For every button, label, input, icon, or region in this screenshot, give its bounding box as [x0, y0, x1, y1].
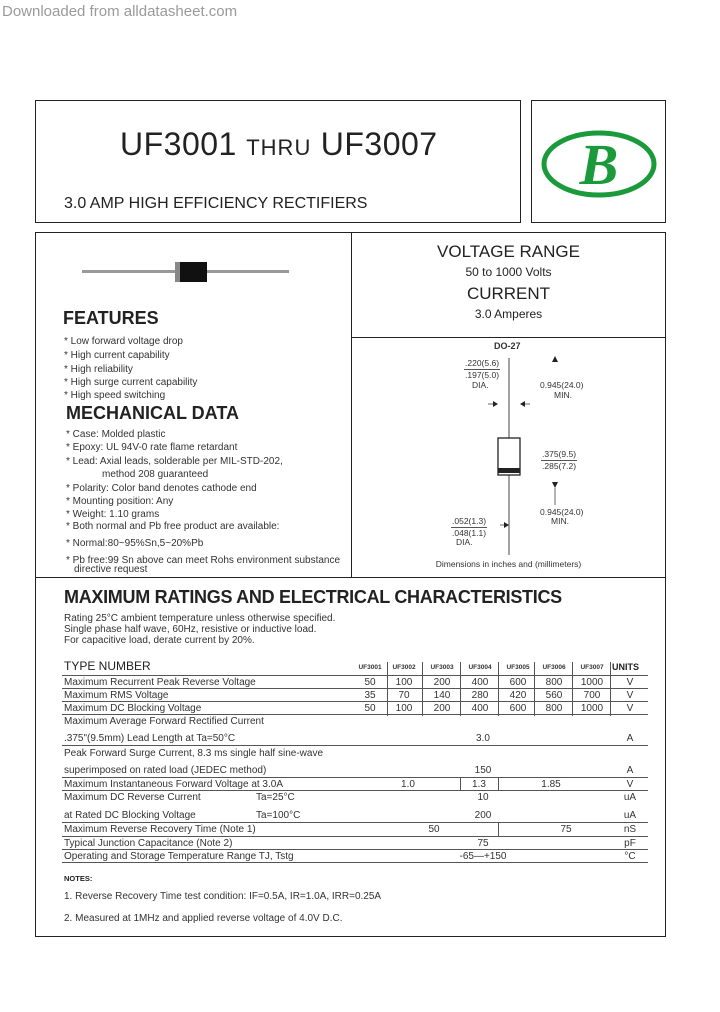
mechanical-item: * Pb free:99 Sn above can meet Rohs environment substance — [66, 555, 341, 566]
ir-param: at Rated DC Blocking Voltage — [64, 810, 196, 821]
vf-param: Maximum Instantaneous Forward Voltage at 3.0A — [64, 779, 284, 790]
surge-param: Peak Forward Surge Current, 8.3 ms single half sine-wave — [64, 748, 324, 759]
col-header: UF3005 — [506, 664, 530, 671]
ratings-title: MAXIMUM RATINGS AND ELECTRICAL CHARACTERISTICS — [64, 587, 562, 607]
thru-label: THRU — [246, 135, 312, 160]
cell-value: 700 — [583, 690, 601, 701]
ir-unit: uA — [623, 810, 637, 821]
row-divider — [62, 714, 648, 715]
cell-value: 400 — [471, 677, 489, 688]
row-param: Maximum DC Blocking Voltage — [64, 703, 202, 714]
cell-value: 800 — [545, 677, 563, 688]
row-divider — [62, 688, 648, 689]
avg-forward-param: .375"(9.5mm) Lead Length at Ta=50°C — [64, 733, 236, 744]
col-header: UF3004 — [468, 664, 492, 671]
feature-item: * High surge current capability — [64, 377, 198, 388]
package-name: DO-27 — [494, 341, 521, 351]
surge-unit: A — [626, 765, 634, 776]
col-header: UF3002 — [392, 664, 416, 671]
vf-value: 1.3 — [472, 779, 486, 790]
dim-lead-dia-max: .220(5.6) — [465, 358, 500, 368]
surge-param: superimposed on rated load (JEDEC method) — [64, 765, 267, 776]
temp-value: -65—+150 — [459, 851, 507, 862]
vf-unit: V — [626, 779, 634, 790]
dim-lead-dia-label: DIA. — [472, 380, 489, 390]
note-item: 2. Measured at 1MHz and applied reverse voltage of 4.0V D.C. — [64, 913, 343, 924]
feature-item: * High current capability — [64, 350, 170, 361]
mechanical-item: * Polarity: Color band denotes cathode end — [66, 483, 257, 494]
cell-value: 70 — [398, 690, 410, 701]
logo-letter: B — [579, 132, 619, 197]
cell-value: 200 — [433, 703, 451, 714]
watermark-text: Downloaded from alldatasheet.com — [2, 3, 238, 20]
mechanical-item: * Case: Molded plastic — [66, 429, 166, 440]
type-number-label: TYPE NUMBER — [64, 659, 151, 673]
dim-body-max: .375(9.5) — [542, 449, 577, 459]
feature-item: * High speed switching — [64, 390, 166, 401]
feature-item: * Low forward voltage drop — [64, 336, 183, 347]
mechanical-item: * Lead: Axial leads, solderable per MIL-STD-202, — [66, 456, 283, 467]
avg-forward-value: 3.0 — [476, 733, 490, 744]
ir-unit: uA — [623, 792, 637, 803]
row-param: Maximum Recurrent Peak Reverse Voltage — [64, 677, 256, 688]
cell-value: 50 — [364, 677, 376, 688]
row-divider — [62, 777, 648, 778]
dim-length-top: 0.945(24.0) — [540, 380, 584, 390]
note-item: 1. Reverse Recovery Time test condition: IF=0.5A, IR=1.0A, IRR=0.25A — [64, 891, 382, 902]
cell-value: 1000 — [580, 677, 604, 688]
temp-unit: °C — [624, 851, 636, 862]
temp-param: Operating and Storage Temperature Range TJ, Tstg — [64, 851, 294, 862]
col-header: UF3006 — [542, 664, 566, 671]
page-title — [120, 126, 438, 163]
cell-value: 560 — [545, 690, 563, 701]
feature-item: * High reliability — [64, 364, 133, 375]
row-param: Maximum RMS Voltage — [64, 690, 169, 701]
dim-body-min: .285(7.2) — [542, 461, 577, 471]
ir-param: Maximum DC Reverse Current — [64, 792, 201, 803]
row-divider — [62, 849, 648, 850]
avg-forward-param: Maximum Average Forward Rectified Current — [64, 716, 264, 727]
col-header: UF3007 — [580, 664, 604, 671]
mechanical-item: * Both normal and Pb free product are available: — [66, 521, 280, 532]
current-title: CURRENT — [466, 284, 551, 303]
trr-value: 75 — [560, 824, 572, 835]
mechanical-item: directive request — [74, 564, 148, 575]
mechanical-item: * Normal:80~95%Sn,5~20%Pb — [66, 538, 204, 549]
col-divider — [498, 823, 499, 836]
subtitle: 3.0 AMP HIGH EFFICIENCY RECTIFIERS — [64, 195, 368, 212]
row-divider — [62, 701, 648, 702]
mechanical-item: * Weight: 1.10 grams — [66, 509, 160, 520]
col-divider — [498, 777, 499, 790]
ir-value: 200 — [474, 810, 492, 821]
cell-unit: V — [626, 690, 634, 701]
dim-lead-dia-min: .197(5.0) — [465, 370, 500, 380]
ir-value: 10 — [477, 792, 489, 803]
units-header: UNITS — [612, 662, 639, 672]
dim-length-top-label: MIN. — [554, 390, 572, 400]
col-header: UF3001 — [358, 664, 382, 671]
cj-unit: pF — [624, 838, 636, 849]
cell-value: 35 — [364, 690, 376, 701]
cell-value: 100 — [395, 703, 413, 714]
part-from: UF3001 — [120, 126, 237, 162]
cell-value: 100 — [395, 677, 413, 688]
ir-condition: Ta=100°C — [256, 810, 301, 821]
current-value: 3.0 Amperes — [474, 307, 543, 321]
mechanical-item: method 208 guaranteed — [102, 469, 209, 480]
cell-value: 600 — [509, 677, 527, 688]
row-divider — [62, 862, 648, 863]
ratings-intro: For capacitive load, derate current by 20%. — [64, 635, 255, 646]
cell-unit: V — [626, 677, 634, 688]
trr-unit: nS — [623, 824, 637, 835]
notes-title: NOTES: — [64, 874, 93, 883]
cj-value: 75 — [477, 838, 489, 849]
cj-param: Typical Junction Capacitance (Note 2) — [64, 838, 233, 849]
dim-wire-min: .048(1.1) — [452, 528, 487, 538]
cell-value: 420 — [509, 690, 527, 701]
dim-wire-max: .052(1.3) — [452, 516, 487, 526]
row-divider — [62, 822, 648, 823]
mechanical-title: MECHANICAL DATA — [66, 403, 239, 423]
diode-cathode-band — [175, 262, 180, 282]
col-header: UF3003 — [430, 664, 454, 671]
vf-value: 1.85 — [541, 779, 561, 790]
cell-value: 400 — [471, 703, 489, 714]
dim-wire-label: DIA. — [456, 537, 473, 547]
voltage-range-value: 50 to 1000 Volts — [465, 265, 552, 279]
row-divider — [62, 745, 648, 746]
cell-value: 50 — [364, 703, 376, 714]
package-dimension-note: Dimensions in inches and (millimeters) — [435, 559, 582, 569]
row-divider — [62, 790, 648, 791]
cell-value: 1000 — [580, 703, 604, 714]
ratings-intro: Rating 25°C ambient temperature unless otherwise specified. — [64, 613, 336, 624]
brand-logo — [538, 128, 660, 200]
surge-value: 150 — [474, 765, 492, 776]
mechanical-item: * Epoxy: UL 94V-0 rate flame retardant — [66, 442, 238, 453]
cell-value: 280 — [471, 690, 489, 701]
avg-forward-unit: A — [626, 733, 634, 744]
trr-param: Maximum Reverse Recovery Time (Note 1) — [64, 824, 256, 835]
row-divider — [62, 675, 648, 676]
trr-value: 50 — [428, 824, 440, 835]
features-title: FEATURES — [63, 308, 159, 328]
range-divider — [351, 337, 666, 338]
voltage-range-title: VOLTAGE RANGE — [437, 242, 580, 261]
cell-value: 600 — [509, 703, 527, 714]
cell-unit: V — [626, 703, 634, 714]
dim-length-bottom-label: MIN. — [551, 516, 569, 526]
part-to: UF3007 — [320, 126, 438, 162]
cell-value: 200 — [433, 677, 451, 688]
ratings-intro: Single phase half wave, 60Hz, resistive or inductive load. — [64, 624, 317, 635]
row-divider — [62, 836, 648, 837]
vf-value: 1.0 — [401, 779, 415, 790]
mechanical-item: * Mounting position: Any — [66, 496, 174, 507]
diode-lead-right — [207, 270, 289, 273]
cell-value: 800 — [545, 703, 563, 714]
diode-lead-left — [82, 270, 176, 273]
dim-length-bottom: 0.945(24.0) — [540, 507, 584, 517]
cell-value: 140 — [433, 690, 451, 701]
ir-condition: Ta=25°C — [256, 792, 295, 803]
